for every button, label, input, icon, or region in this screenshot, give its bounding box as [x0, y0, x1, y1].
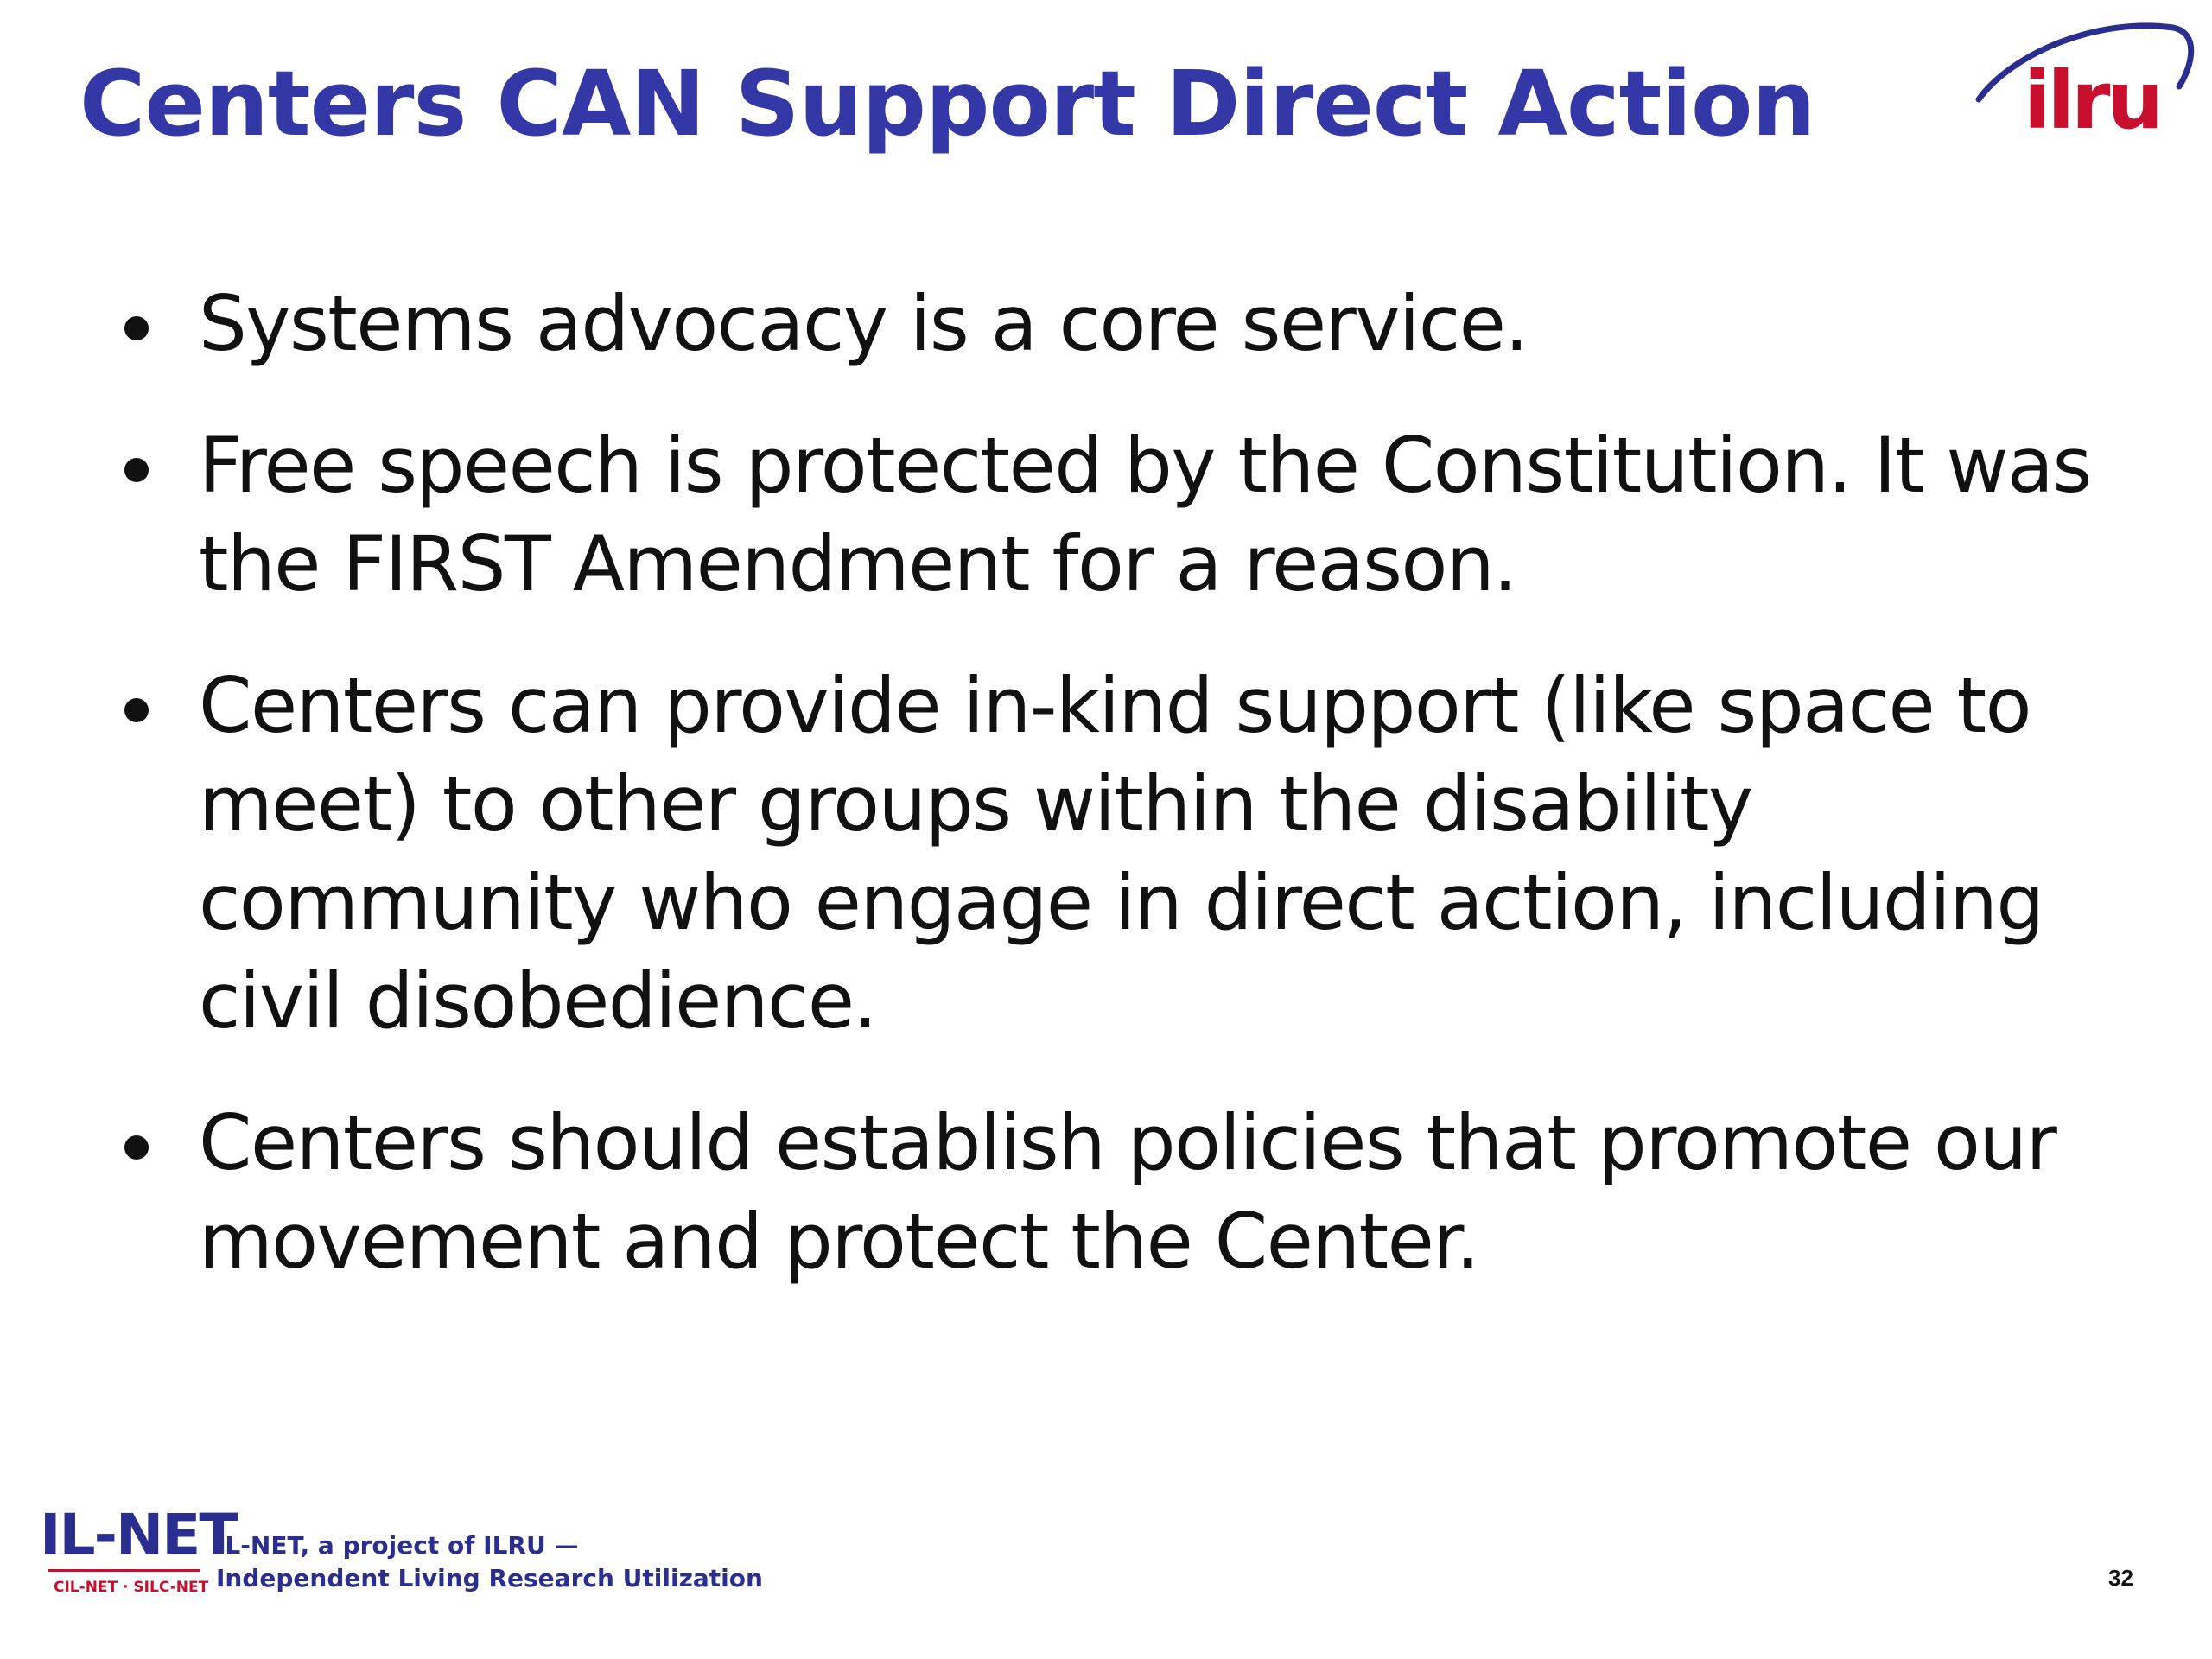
bullet-text: Centers should establish policies that promote our movement and protect the Center.	[199, 1098, 2056, 1286]
bullet-dot-icon	[124, 1135, 149, 1160]
ilru-logo	[1961, 17, 2195, 147]
bullet-dot-icon	[124, 458, 149, 482]
il-net-logo-mark: IL-NET	[40, 1502, 237, 1568]
bullet-item	[112, 1094, 2126, 1291]
bullet-dot-icon	[124, 316, 149, 340]
footer-line-2: Independent Living Research Utilization	[216, 1564, 763, 1592]
bullet-item	[112, 275, 2126, 373]
slide-title: Centers CAN Support Direct Action	[79, 51, 1815, 156]
footer-caption	[216, 1529, 763, 1595]
il-net-logo-rule	[48, 1569, 200, 1572]
bullet-text: Free speech is protected by the Constitution. It was the FIRST Amendment for a reason.	[199, 421, 2091, 608]
bullet-list	[112, 275, 2126, 1334]
page-number: 32	[2108, 1565, 2133, 1591]
il-net-logo	[40, 1502, 237, 1609]
bullet-dot-icon	[124, 698, 149, 722]
footer-line-1: IL-NET, a project of ILRU —	[216, 1531, 579, 1560]
ilru-logo-text: ilru	[2024, 54, 2160, 147]
ilru-logo-graphic	[1961, 17, 2195, 147]
bullet-text: Centers can provide in-kind support (like space to meet) to other groups within the disability community who engage in direct action, including civil disobedience.	[199, 661, 2044, 1046]
il-net-logo-subtitle: CIL-NET · SILC-NET	[54, 1579, 209, 1596]
bullet-item	[112, 657, 2126, 1051]
bullet-text: Systems advocacy is a core service.	[199, 279, 1528, 368]
bullet-item	[112, 416, 2126, 613]
